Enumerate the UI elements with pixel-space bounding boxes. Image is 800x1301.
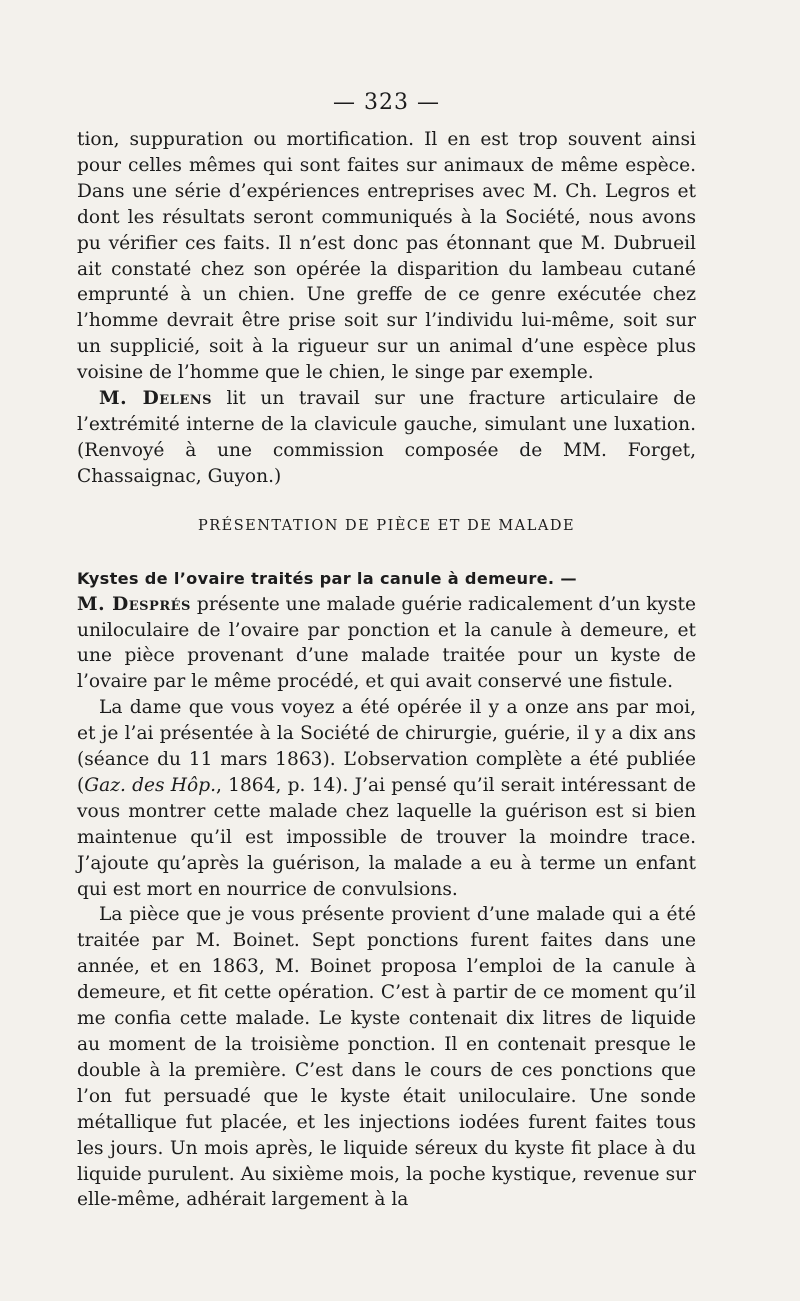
kystes-paragraph xyxy=(77,566,696,696)
section-heading: PRÉSENTATION DE PIÈCE ET DE MALADE xyxy=(197,517,576,534)
continuation-paragraph: tion, suppuration ou mortification. Il en est trop souvent ainsi pour celles mêmes qui sont faites sur animaux de même espèce. Dans une série d’expériences entreprises avec M. Ch. Legros et dont les résultats seront communiqués à la Société, nous avons pu vérifier ces faits. Il n’est donc pas étonnant que M. Dubrueil ait constaté chez son opérée la disparition du lambeau cutané emprunté à un chien. Une greffe de ce genre exécutée chez l’homme devrait être prise soit sur l’individu lui-même, soit sur un supplicié, soit à la rigueur sur un animal d’une espèce plus voisine de l’homme que le chien, le singe par exemple. xyxy=(77,129,696,384)
citation: Gaz. des Hôp. xyxy=(84,774,217,796)
delens-paragraph xyxy=(77,386,696,490)
subheading: Kystes de l’ovaire traités par la canule à demeure. — xyxy=(77,568,577,588)
paragraph-text: La dame que vous voyez a été opérée il y a onze ans par moi, et je l’ai présentée à la Société de chirurgie, guérie, il y a dix ans (séance du 11 mars 1863). L’observation complète a été publiée ( xyxy=(77,697,696,796)
speaker-name: M. Després xyxy=(77,593,191,615)
dame-paragraph xyxy=(77,695,696,902)
paragraph-text: lit un travail sur une fracture articulaire de l’extrémité interne de la clavicule gauche, simulant une luxation. (Renvoyé à une commission composée de MM. Forget, Chassaignac, Guyon.) xyxy=(77,388,696,487)
paragraph-text: présente une malade guérie radicalement d’un kyste uniloculaire de l’ovaire par ponction et la canule à demeure, et une pièce provenant d’une malade traitée pour un kyste de l’ovaire par le même procédé, et qui avait conservé une fistule. xyxy=(77,593,696,693)
speaker-name: M. Delens xyxy=(99,388,212,410)
paragraph-text: , 1864, p. 14). J’ai pensé qu’il serait intéressant de vous montrer cette malade chez laquelle la guérison est si bien maintenue qu’il est impossible de trouver la moindre trace. J’ajoute qu’après la guérison, la malade a eu à terme un enfant qui est mort en nourrice de convulsions. xyxy=(77,774,696,900)
piece-paragraph: La pièce que je vous présente provient d’une malade qui a été traitée par M. Boinet. Sept ponctions furent faites dans une année, et en 1863, M. Boinet proposa l’emploi de la canule à demeure, et fit cette opération. C’est à partir de ce moment qu’il me confia cette malade. Le kyste contenait dix litres de liquide au moment de la troisième ponction. Il en contenait presque le double à la première. C’est dans le cours de ces ponctions que l’on fut persuadé que le kyste était uniloculaire. Une sonde métallique fut placée, et les injections iodées furent faites tous les jours. Un mois après, le liquide séreux du kyste fit place à du liquide purulent. Au sixième mois, la poche kystique, revenue sur elle-même, adhérait largement à la xyxy=(77,904,696,1211)
page-number: — 323 — xyxy=(333,90,440,115)
